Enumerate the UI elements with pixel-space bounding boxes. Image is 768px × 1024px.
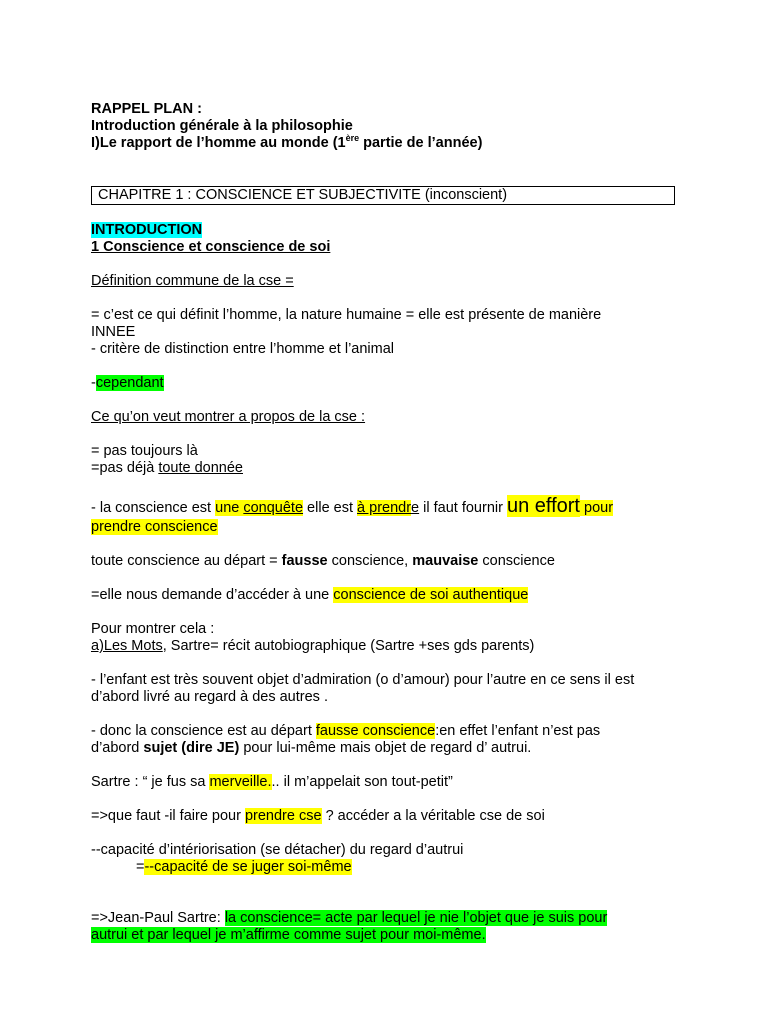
introduction-label <box>91 222 681 239</box>
conquete-line <box>91 495 681 519</box>
definition-line-1b: INNEE <box>91 324 136 340</box>
conquete-p7: il faut fournir <box>419 500 507 516</box>
jps-p2: la conscience= acte par lequel je nie l’objet que je suis pour <box>224 910 608 926</box>
donc-p5: sujet (dire JE) <box>143 740 240 756</box>
que-faut-p2: prendre cse <box>244 808 322 824</box>
pas-toujours-line: = pas toujours là <box>91 443 198 459</box>
definition-line-2: - critère de distinction entre l’homme et l’animal <box>91 341 395 357</box>
donc-p4: d’abord <box>91 740 144 756</box>
que-faut-p1: =>que faut -il faire pour <box>91 808 245 824</box>
cependant-highlight: cependant <box>95 375 164 391</box>
conquete-p3: conquête <box>243 500 304 516</box>
que-faut-p3: ? accéder a la véritable cse de soi <box>321 808 545 824</box>
jps-p1: =>Jean-Paul Sartre: <box>91 910 225 926</box>
conquete-p6: e <box>411 500 420 516</box>
rappel-plan-heading: RAPPEL PLAN : <box>91 101 202 117</box>
donc-p1: - donc la conscience est au départ <box>91 723 316 739</box>
les-mots-title: a)Les Mots <box>91 638 163 654</box>
montrer-heading-text: Ce qu’on veut montrer a propos de la cse : <box>91 409 366 425</box>
fausse-p3: conscience, <box>327 553 413 569</box>
donc-line-2 <box>91 740 681 757</box>
que-faut-line <box>91 808 681 825</box>
enfant-line-2: d’abord livré au regard à des autres . <box>91 689 328 705</box>
cependant-line <box>91 375 681 392</box>
demande-line <box>91 587 681 604</box>
conquete-p2: une <box>215 500 244 516</box>
conquete-p8: un effort <box>506 495 580 517</box>
capacite-l2a: = <box>136 859 145 875</box>
donc-p2: fausse conscience <box>315 723 436 739</box>
les-mots-rest: , Sartre= récit autobiographique (Sartre +ses gds parents) <box>162 638 535 654</box>
pas-deja-a: =pas déjà <box>91 460 159 476</box>
rapport-heading <box>91 135 681 152</box>
definition-heading-text: Définition commune de la cse = <box>91 273 294 289</box>
montrer-heading <box>91 409 681 426</box>
donc-p3: :en effet l’enfant n’est pas <box>435 723 601 739</box>
sartre-p3: .. il m’appelait son tout-petit” <box>271 774 453 790</box>
capacite-line-2 <box>91 859 681 876</box>
jps-p3: autrui et par lequel je m’affirme comme sujet pour moi-même. <box>91 927 486 943</box>
intro-generale-heading: Introduction générale à la philosophie <box>91 118 353 134</box>
cependant-dash: - <box>91 375 96 391</box>
conquete-p1: - la conscience est <box>91 500 216 516</box>
enfant-line-1: - l’enfant est très souvent objet d’admiration (o d’amour) pour l’autre en ce sens il est <box>91 672 635 688</box>
fausse-p4: mauvaise <box>412 553 479 569</box>
rapport-superscript: ère <box>345 133 360 144</box>
rapport-text-b: partie de l’année) <box>359 135 483 151</box>
conquete-p9: pour <box>580 500 614 516</box>
definition-line-1: = c’est ce qui définit l’homme, la nature humaine = elle est présente de manière <box>91 307 602 323</box>
demande-p1: =elle nous demande d’accéder à une <box>91 587 334 603</box>
capacite-line-1: --capacité d’intériorisation (se détacher) du regard d’autrui <box>91 842 464 858</box>
jps-line-1 <box>91 910 681 927</box>
donc-p6: pour lui-même mais objet de regard d’ autrui. <box>239 740 532 756</box>
jps-line-2 <box>91 927 681 944</box>
sartre-quote-line <box>91 774 681 791</box>
rapport-text-a: I)Le rapport de l’homme au monde (1 <box>91 135 346 151</box>
pour-montrer-line: Pour montrer cela : <box>91 621 215 637</box>
definition-heading <box>91 273 681 290</box>
pas-deja-b: toute donnée <box>158 460 243 476</box>
donc-line-1 <box>91 723 681 740</box>
document-page <box>91 101 681 944</box>
sartre-p2: merveille. <box>209 774 272 790</box>
demande-p2: conscience de soi authentique <box>333 587 529 603</box>
les-mots-line <box>91 638 681 655</box>
capacite-l2b: --capacité de se juger soi-même <box>144 859 352 875</box>
conquete-p5: à prendr <box>357 500 412 516</box>
fausse-p1: toute conscience au départ = <box>91 553 282 569</box>
sartre-p1: Sartre : “ je fus sa <box>91 774 210 790</box>
fausse-p2: fausse <box>281 553 328 569</box>
introduction-highlight: INTRODUCTION <box>91 222 203 238</box>
conquete-p10: prendre conscience <box>91 519 218 535</box>
section-title: 1 Conscience et conscience de soi <box>91 239 331 255</box>
pas-deja-line <box>91 460 681 477</box>
conquete-line-2 <box>91 519 681 536</box>
chapter-box: CHAPITRE 1 : CONSCIENCE ET SUBJECTIVITE (inconscient) <box>91 186 675 205</box>
conquete-p4: elle est <box>303 500 358 516</box>
fausse-p5: conscience <box>478 553 555 569</box>
fausse-line <box>91 553 681 570</box>
